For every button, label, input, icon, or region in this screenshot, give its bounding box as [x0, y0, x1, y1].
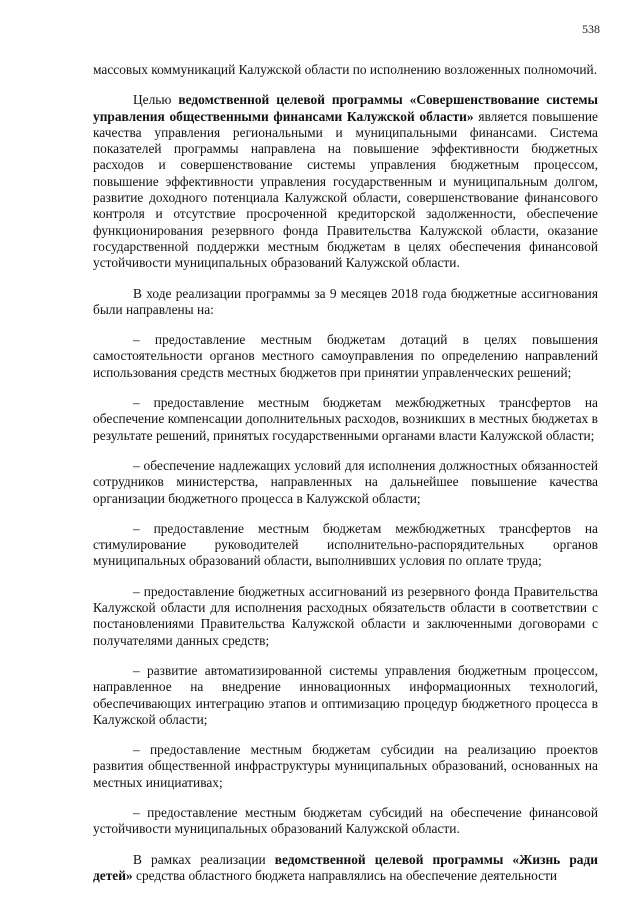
bold-text: ведомственной целевой программы «Жизнь ради детей»: [93, 851, 598, 883]
paragraph: [93, 742, 598, 791]
text-segment: является повышение качества управления региональными и муниципальными финансами. Система показателей программы направлена на повышение эффективности бюджетных расходов и совершенствование системы управления бюджетным процессом, повышение эффективности управления государственным и муниципальным долгом, развитие доходного потенциала Калужской области, совершенствование финансового контроля и отсутствие просроченной кредиторской задолженности, обеспечение функционирования резервного фонда Правительства Калужской области, оказание государственной поддержки местным бюджетам в целях обеспечения финансовой устойчивости муниципальных образований Калужской области.: [93, 108, 598, 271]
paragraph: [93, 458, 598, 507]
text-segment: Целью: [133, 92, 179, 108]
text-segment: – предоставление местным бюджетам дотаций в целях повышения самостоятельности органов местного самоуправления по определению направлений использования средств местных бюджетов при принятии управленческих решений;: [93, 332, 598, 380]
page-number: 538: [582, 22, 600, 36]
document-body: [93, 62, 598, 884]
paragraph: [93, 852, 598, 885]
text-segment: – развитие автоматизированной системы управления бюджетным процессом, направленное на внедрение инновационных информационных технологий, обеспечивающих интеграцию этапов и оптимизацию процедур бюджетного процесса в Калужской области;: [93, 662, 598, 727]
paragraph: [93, 521, 598, 570]
paragraph: [93, 62, 598, 78]
text-segment: В ходе реализации программы за 9 месяцев 2018 года бюджетные ассигнования были направлены на:: [93, 285, 598, 317]
paragraph: [93, 584, 598, 649]
paragraph: [93, 663, 598, 728]
paragraph: [93, 286, 598, 319]
paragraph: [93, 805, 598, 838]
text-segment: средства областного бюджета направлялись на обеспечение деятельности: [132, 867, 558, 883]
text-segment: массовых коммуникаций Калужской области по исполнению возложенных полномочий.: [93, 62, 598, 77]
text-segment: – предоставление местным бюджетам субсидий на обеспечение финансовой устойчивости муниципальных образований Калужской области.: [93, 804, 598, 837]
bold-text: ведомственной целевой программы «Совершенствование системы управления общественными финансами Калужской области»: [93, 92, 598, 124]
text-segment: – предоставление местным бюджетам межбюджетных трансфертов на обеспечение компенсации дополнительных расходов, возникших в местных бюджетах в результате решений, принятых государственными органами власти Калужской области;: [93, 395, 598, 443]
paragraph: [93, 395, 598, 444]
text-segment: – предоставление местным бюджетам межбюджетных трансфертов на стимулирование руководителей исполнительно-распорядительных органов муниципальных образований области, выполнивших условия по оплате труда;: [93, 520, 598, 569]
text-segment: – предоставление бюджетных ассигнований из резервного фонда Правительства Калужской области для исполнения расходных обязательств области в соответствии с постановлениями Правительства Калужской области и заключенными договорами с получателями данных средств;: [93, 583, 598, 648]
text-segment: В рамках реализации: [133, 851, 275, 867]
paragraph: [93, 332, 598, 381]
text-segment: – предоставление местным бюджетам субсидии на реализацию проектов развития общественной инфраструктуры муниципальных образований, основанных на местных инициативах;: [93, 742, 598, 790]
paragraph: [93, 92, 598, 271]
text-segment: – обеспечение надлежащих условий для исполнения должностных обязанностей сотрудников министерства, направленных на дальнейшее повышение качества организации бюджетного процесса в Калужской области;: [93, 457, 598, 506]
